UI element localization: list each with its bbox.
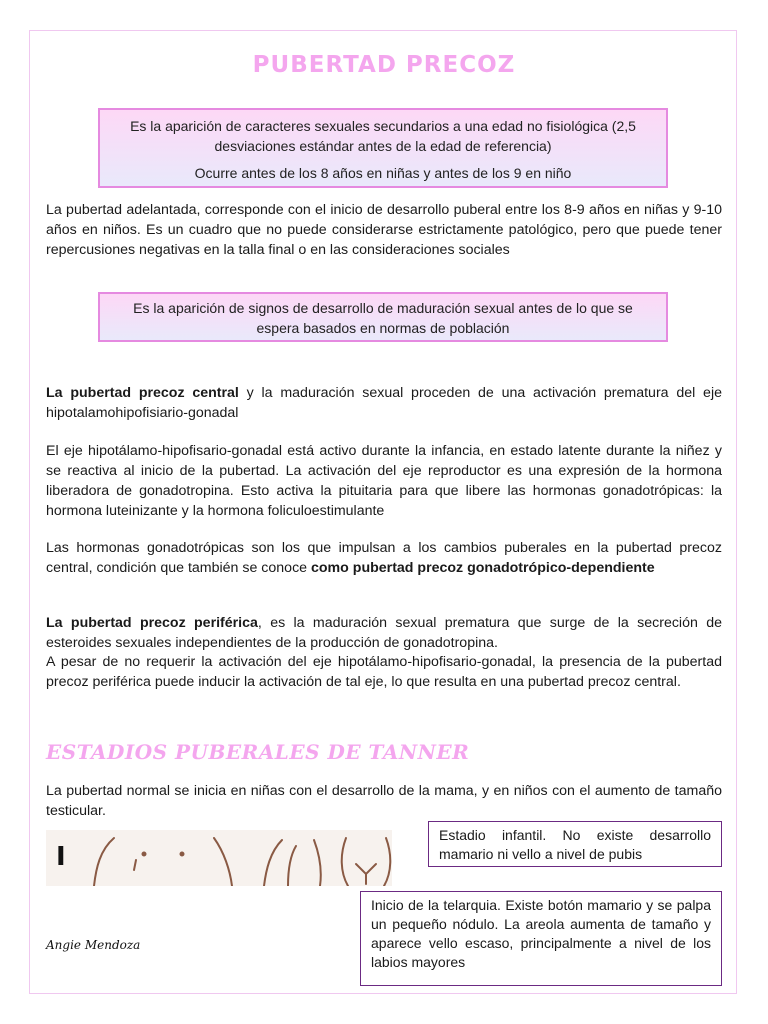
definition-text: Es la aparición de caracteres sexuales secundarios a una edad no fisiológica (2,5 desviaciones estándar antes de la edad de referencia) [130,118,636,154]
torso-line [134,860,136,870]
paragraph-pubertad-normal: La pubertad normal se inicia en niñas con el desarrollo de la mama, y en niños con el aumento de tamaño testicular. [46,783,722,819]
chest-outline-right [214,838,232,886]
central-term: La pubertad precoz central [46,385,239,401]
nipple-left [143,853,146,856]
author-signature: Angie Mendoza [46,938,141,952]
paragraph-pubertad-adelantada: La pubertad adelantada, corresponde con el inicio de desarrollo puberal entre los 8-9 años en niñas y 9-10 años en niños. Es un cuadro que no puede considerarse estrictamente patológico, pero que puede tener repercusiones negativas en la talla final o en las consideraciones sociales [46,202,722,258]
definition-callout [98,108,668,188]
section-subtitle: ESTADIOS PUBERALES DE TANNER [46,740,470,764]
paragraph-periferica [46,613,722,653]
stage-1-description: Estadio infantil. No existe desarrollo mamario ni vello a nivel de pubis [428,821,722,867]
stage-numeral: I [56,842,66,872]
tanner-stage-illustration [46,830,392,886]
signs-callout: Es la aparición de signos de desarrollo de maduración sexual antes de lo que se espera basados en normas de población [98,292,668,342]
paragraph-eje: El eje hipotálamo-hipofisario-gonadal está activo durante la infancia, en estado latente durante la niñez y se reactiva al inicio de la pubertad. La activación del eje reproductor es una expresión de la hormona liberadora de gonadotropina. Esto activa la pituitaria para que libere las hormonas gonadotrópicas: la hormona luteinizante y la hormona foliculoestimulante [46,443,722,519]
paragraph-gonadotropicas [46,538,722,578]
page-title: PUBERTAD PRECOZ [252,52,516,78]
central-text: y la maduración sexual proceden de una activación prematura del eje hipotalamohipofisiario-gonadal [46,385,722,421]
tanner-body-drawings [74,830,392,886]
chest-outline-left [94,838,114,886]
pelvis-right [384,838,390,886]
pelvis-left [342,838,348,886]
gonadotropico-term: como pubertad precoz gonadotrópico-dependiente [311,560,655,576]
side-body-mid [288,846,296,886]
stage-2-description: Inicio de la telarquia. Existe botón mamario y se palpa un pequeño nódulo. La areola aumenta de tamaño y aparece vello escaso, principalmente a nivel de los labios mayores [360,891,722,986]
nipple-right [181,853,184,856]
age-criteria-text: Ocurre antes de los 8 años en niñas y antes de los 9 en niño [194,165,572,181]
gonadotropicas-text: Las hormonas gonadotrópicas son los que impulsan a los cambios puberales en la pubertad precoz central, condición que también se conoce [46,540,722,576]
periferica-text: , es la maduración sexual prematura que surge de la secreción de esteroides sexuales independientes de la producción de gonadotropina. [46,615,722,651]
periferica-term: La pubertad precoz periférica [46,615,258,631]
side-body-right [314,840,321,886]
paragraph-central [46,383,722,423]
paragraph-activacion: A pesar de no requerir la activación del eje hipotálamo-hipofisario-gonadal, la presencia de la pubertad precoz periférica puede inducir la activación de tal eje, lo que resulta en una pubertad precoz central. [46,654,722,690]
pubis-line [356,864,376,884]
side-body-left [264,840,282,886]
